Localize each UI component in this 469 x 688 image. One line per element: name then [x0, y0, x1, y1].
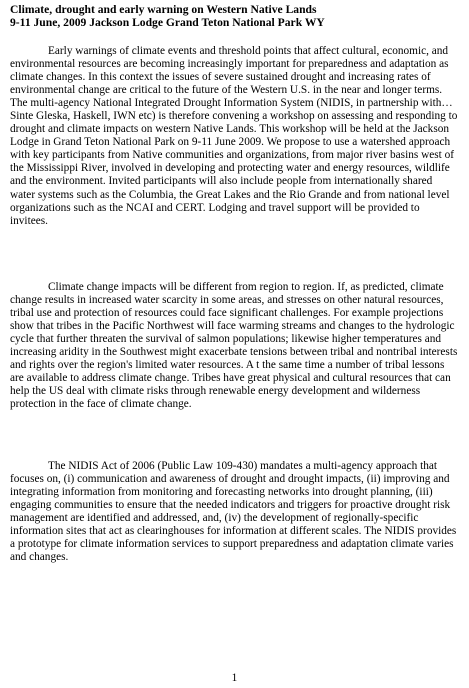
title-line-2: 9-11 June, 2009 Jackson Lodge Grand Teton National Park WY	[10, 16, 325, 30]
paragraph-workshop-overview: Early warnings of climate events and threshold points that affect cultural, economic, and environmental resources are becoming increasingly important for preparedness and adaptation as climate changes. In this context the issues of severe sustained drought and increasing rates of environmental change are critical to the future of the Western U.S. in the near and longer terms. The multi-agency National Integrated Drought Information System (NIDIS, in partnership with…Sinte Gleska, Haskell, IWN etc) is therefore convening a workshop on assessing and responding to drought and climate impacts on western Native Lands. This workshop will be held at the Jackson Lodge in Grand Teton National Park on 9-11 June 2009. We propose to use a watershed approach with key participants from Native communities and organizations, from major river basins west of the Mississippi River, involved in developing and protecting water and energy resources, wildlife and the environment. Invited participants will also include people from internationally shared water systems such as the Columbia, the Great Lakes and the Rio Grande and from national level organizations such as the NCAI and CERT. Lodging and travel support will be provided to invitees.	[10, 45, 458, 227]
page-number: 1	[231, 672, 238, 684]
paragraph-nidis-act: The NIDIS Act of 2006 (Public Law 109-430) mandates a multi-agency approach that focuses on, (i) communication and awareness of drought and drought impacts, (ii) improving and integrating information from monitoring and forecasting networks into drought planning, (iii) engaging communities to ensure that the needed indicators and triggers for proactive drought risk management are identified and addressed, and, (iv) the development of regionally-specific information sites that act as clearinghouses for information at different scales. The NIDIS provides a prototype for climate information services to support preparedness and adaptation climate varies and changes.	[10, 460, 457, 564]
paragraph-climate-impacts: Climate change impacts will be different from region to region. If, as predicted, climate change results in increased water scarcity in some areas, and stresses on other natural resources, tribal use and protection of resources could face significant challenges. For example projections show that tribes in the Pacific Northwest will face warming streams and changes to the hydrologic cycle that further threaten the survival of salmon populations; likewise higher temperatures and increasing aridity in the Southwest might exacerbate tensions between tribal and nontribal interests and rights over the region's limited water resources. A t the same time a number of tribal lessons are available to address climate change. Tribes have great physical and cultural resources that can help the US deal with climate risks through renewable energy development and wilderness protection in the face of climate change.	[10, 281, 458, 411]
document-title	[10, 3, 460, 30]
title-line-1: Climate, drought and early warning on Western Native Lands	[10, 3, 317, 16]
